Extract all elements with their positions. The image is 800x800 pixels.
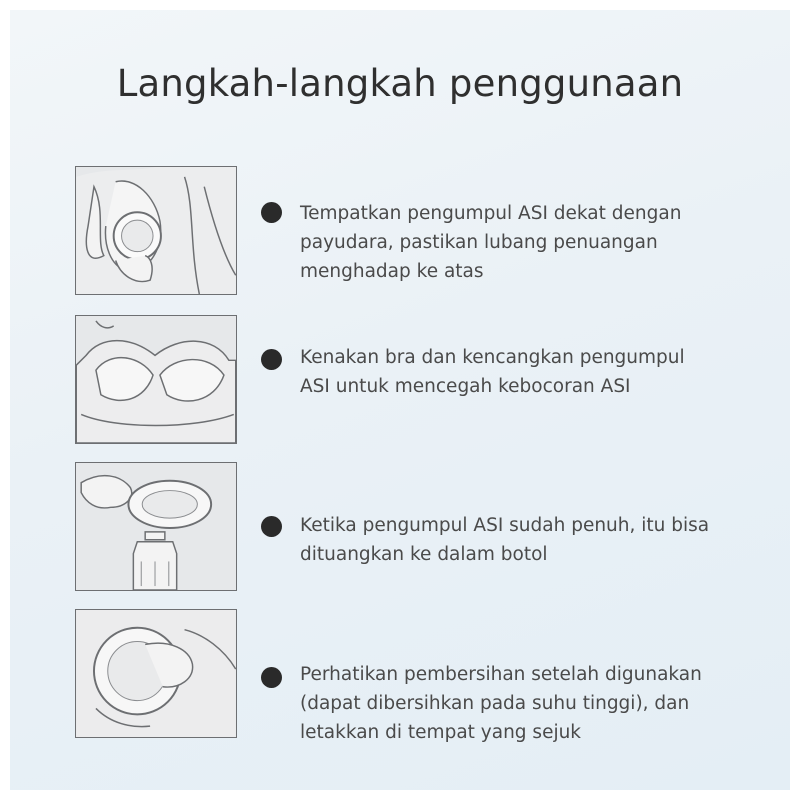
bra-fastening-illustration-icon: [76, 316, 236, 443]
step-2-illustration: [75, 315, 237, 444]
step-2-text: Kenakan bra dan kencangkan pengumpul ASI untuk mencegah kebocoran ASI: [300, 347, 685, 397]
step-4-illustration: [75, 609, 237, 738]
step-2-bullet: [261, 349, 282, 370]
step-1-illustration: [75, 166, 237, 295]
step-3-illustration: [75, 462, 237, 591]
page-title: Langkah-langkah penggunaan: [116, 62, 684, 105]
step-1-bullet: [261, 202, 282, 223]
cleaning-collector-illustration-icon: [76, 610, 236, 737]
step-1-text: Tempatkan pengumpul ASI dekat dengan payudara, pastikan lubang penuangan menghadap ke atas: [300, 203, 682, 282]
step-3-text: Ketika pengumpul ASI sudah penuh, itu bisa dituangkan ke dalam botol: [300, 515, 710, 565]
step-4-bullet: [261, 667, 282, 688]
pouring-into-bottle-illustration-icon: [76, 463, 236, 590]
step-4-text: Perhatikan pembersihan setelah digunakan (dapat dibersihkan pada suhu tinggi), dan letakkan di tempat yang sejuk: [300, 664, 702, 743]
step-3-bullet: [261, 516, 282, 537]
breast-collector-placement-illustration-icon: [76, 167, 236, 294]
